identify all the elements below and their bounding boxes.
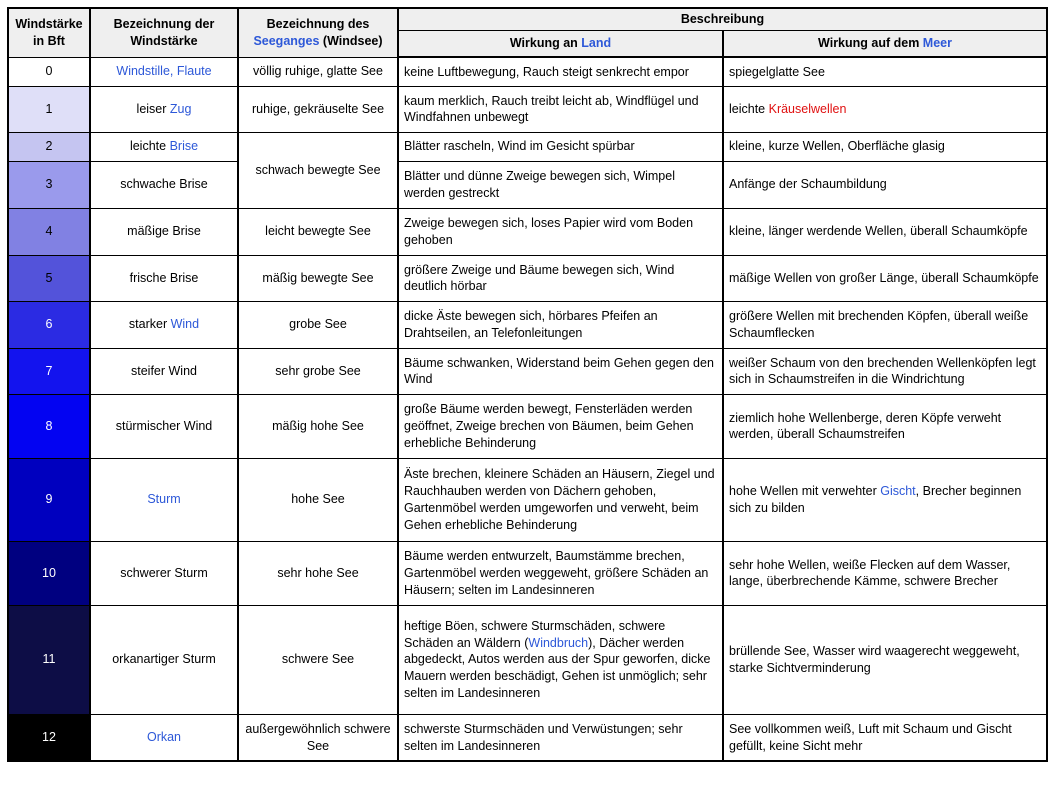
wind-name-text: starker	[128, 317, 171, 332]
beaufort-scale-table	[7, 7, 1048, 762]
wind-name-text: leichte	[129, 139, 170, 154]
bft-cell: 1	[8, 86, 90, 132]
seeganges-link[interactable]: Seeganges	[253, 33, 320, 48]
sea-effect-cell: weißer Schaum von den brechenden Wellenköpfen legt sich in Schaumstreifen in die Windrichtung	[723, 348, 1047, 394]
sea-state-cell: grobe See	[238, 301, 398, 348]
sea-effect-text: leichte	[729, 101, 769, 116]
bft-cell: 10	[8, 541, 90, 605]
zug-link[interactable]: Zug	[169, 101, 192, 116]
col-header-beschreibung: Beschreibung	[398, 8, 1047, 30]
sea-effect-cell: sehr hohe Wellen, weiße Flecken auf dem Wasser, lange, überbrechende Kämme, schwere Brecher	[723, 541, 1047, 605]
kraeuselwellen-redlink[interactable]: Kräuselwellen	[768, 101, 847, 116]
bft-cell: 9	[8, 458, 90, 541]
sea-state-cell: sehr grobe See	[238, 348, 398, 394]
header-text: Wirkung an	[509, 36, 582, 51]
table-row	[8, 348, 1047, 394]
wind-name-cell: schwache Brise	[90, 161, 238, 208]
wind-name-cell: mäßige Brise	[90, 208, 238, 255]
sea-effect-cell: spiegelglatte See	[723, 57, 1047, 86]
land-effect-cell: dicke Äste bewegen sich, hörbares Pfeifen an Drahtseilen, an Telefonleitungen	[398, 301, 723, 348]
sea-state-cell: sehr hohe See	[238, 541, 398, 605]
wind-name-cell: steifer Wind	[90, 348, 238, 394]
land-effect-cell: Blätter rascheln, Wind im Gesicht spürbar	[398, 132, 723, 161]
sea-state-cell: schwere See	[238, 605, 398, 714]
wind-name-cell: orkanartiger Sturm	[90, 605, 238, 714]
bft-cell: 5	[8, 255, 90, 301]
sea-effect-text: hohe Wellen mit verwehter	[729, 484, 881, 498]
table-row	[8, 86, 1047, 132]
sea-effect-cell	[723, 458, 1047, 541]
land-effect-cell: Bäume werden entwurzelt, Baumstämme brechen, Gartenmöbel werden weggeweht, größere Schäden an Häusern; selten im Landesinneren	[398, 541, 723, 605]
col-header-wirkung-meer	[723, 30, 1047, 57]
windbruch-link[interactable]: Windbruch	[528, 635, 589, 650]
table-header	[8, 8, 1047, 57]
orkan-link[interactable]: Orkan	[146, 730, 182, 745]
col-header-bezeichnung-windstaerke	[90, 8, 238, 57]
sea-effect-cell: Anfänge der Schaumbildung	[723, 161, 1047, 208]
sea-effect-cell: brüllende See, Wasser wird waagerecht weggeweht, starke Sichtverminderung	[723, 605, 1047, 714]
bft-cell: 2	[8, 132, 90, 161]
bft-cell: 8	[8, 394, 90, 458]
land-effect-cell: Äste brechen, kleinere Schäden an Häusern, Ziegel und Rauchhauben werden von Dächern gehoben, Gartenmöbel werden umgeworfen und verweht, beim Gehen erhebliche Behinderung	[398, 458, 723, 541]
sea-state-cell: leicht bewegte See	[238, 208, 398, 255]
wind-name-cell: frische Brise	[90, 255, 238, 301]
table-row	[8, 57, 1047, 86]
bft-cell: 3	[8, 161, 90, 208]
land-effect-cell: große Bäume werden bewegt, Fensterläden werden geöffnet, Zweige brechen von Bäumen, beim Gehen erhebliche Behinderung	[398, 394, 723, 458]
gischt-link[interactable]: Gischt	[880, 484, 916, 498]
table-row	[8, 208, 1047, 255]
header-text: Wirkung auf dem	[818, 36, 923, 51]
header-text: Bezeichnung der	[113, 17, 215, 32]
wind-name-cell	[90, 714, 238, 761]
brise-link[interactable]: Brise	[169, 139, 199, 154]
table-row	[8, 132, 1047, 161]
land-effect-cell: Blätter und dünne Zweige bewegen sich, Wimpel werden gestreckt	[398, 161, 723, 208]
meer-link[interactable]: Meer	[922, 36, 952, 51]
land-effect-cell: Zweige bewegen sich, loses Papier wird vom Boden gehoben	[398, 208, 723, 255]
land-effect-text: heftige Böen, schwere Sturmschäden, schwere Schäden an Wäldern (	[404, 618, 666, 650]
header-text: Bezeichnung des	[266, 17, 370, 32]
col-header-wirkung-land	[398, 30, 723, 57]
land-effect-text: ), Dächer werden abgedeckt, Autos werden aus der Spur geworfen, dicke Mauern werden beschädigt, Gehen ist unmöglich; sehr selten im Landesinneren	[404, 635, 711, 700]
sea-state-cell: schwach bewegte See	[238, 132, 398, 208]
sea-effect-cell: größere Wellen mit brechenden Köpfen, überall weiße Schaumflecken	[723, 301, 1047, 348]
wind-name-cell	[90, 132, 238, 161]
table-row	[8, 714, 1047, 761]
header-text: Windstärke	[15, 17, 83, 32]
bft-cell: 6	[8, 301, 90, 348]
land-effect-cell: Bäume schwanken, Widerstand beim Gehen gegen den Wind	[398, 348, 723, 394]
table-row	[8, 255, 1047, 301]
bft-cell: 12	[8, 714, 90, 761]
sea-state-cell: hohe See	[238, 458, 398, 541]
sea-state-cell: ruhige, gekräuselte See	[238, 86, 398, 132]
wind-name-cell: schwerer Sturm	[90, 541, 238, 605]
bft-cell: 11	[8, 605, 90, 714]
wind-name-text: leiser	[136, 101, 170, 116]
wind-name-cell: stürmischer Wind	[90, 394, 238, 458]
table-row	[8, 394, 1047, 458]
bft-cell: 7	[8, 348, 90, 394]
sea-effect-cell: kleine, länger werdende Wellen, überall Schaumköpfe	[723, 208, 1047, 255]
table-row	[8, 458, 1047, 541]
header-text: Windstärke	[130, 33, 198, 48]
table-row	[8, 301, 1047, 348]
sea-effect-cell: mäßige Wellen von großer Länge, überall Schaumköpfe	[723, 255, 1047, 301]
wind-name-cell	[90, 86, 238, 132]
sea-effect-cell	[723, 86, 1047, 132]
table-row	[8, 605, 1047, 714]
windstille-link[interactable]: Windstille, Flaute	[116, 64, 212, 79]
land-effect-cell: größere Zweige und Bäume bewegen sich, Wind deutlich hörbar	[398, 255, 723, 301]
sea-effect-cell: ziemlich hohe Wellenberge, deren Köpfe verweht werden, überall Schaumstreifen	[723, 394, 1047, 458]
sea-effect-cell: See vollkommen weiß, Luft mit Schaum und Gischt gefüllt, keine Sicht mehr	[723, 714, 1047, 761]
table-row	[8, 541, 1047, 605]
land-effect-cell: schwerste Sturmschäden und Verwüstungen; sehr selten im Landesinneren	[398, 714, 723, 761]
land-effect-cell: kaum merklich, Rauch treibt leicht ab, Windflügel und Windfahnen unbewegt	[398, 86, 723, 132]
land-effect-cell	[398, 605, 723, 714]
wind-name-cell	[90, 301, 238, 348]
sea-state-cell: völlig ruhige, glatte See	[238, 57, 398, 86]
land-effect-cell: keine Luftbewegung, Rauch steigt senkrecht empor	[398, 57, 723, 86]
col-header-windstaerke	[8, 8, 90, 57]
sea-effect-cell: kleine, kurze Wellen, Oberfläche glasig	[723, 132, 1047, 161]
bft-cell: 0	[8, 57, 90, 86]
header-text: (Windsee)	[319, 33, 383, 48]
wind-name-cell	[90, 57, 238, 86]
sea-effect-text: , Brecher beginnen sich zu bilden	[729, 484, 1022, 515]
bft-cell: 4	[8, 208, 90, 255]
sturm-link[interactable]: Sturm	[147, 492, 181, 507]
sea-state-cell: mäßig hohe See	[238, 394, 398, 458]
table-row	[8, 161, 1047, 208]
col-header-seegang	[238, 8, 398, 57]
wind-link[interactable]: Wind	[170, 317, 200, 332]
sea-state-cell: außergewöhnlich schwere See	[238, 714, 398, 761]
land-link[interactable]: Land	[581, 36, 612, 51]
header-text: in Bft	[33, 33, 65, 48]
wind-name-cell	[90, 458, 238, 541]
sea-state-cell: mäßig bewegte See	[238, 255, 398, 301]
